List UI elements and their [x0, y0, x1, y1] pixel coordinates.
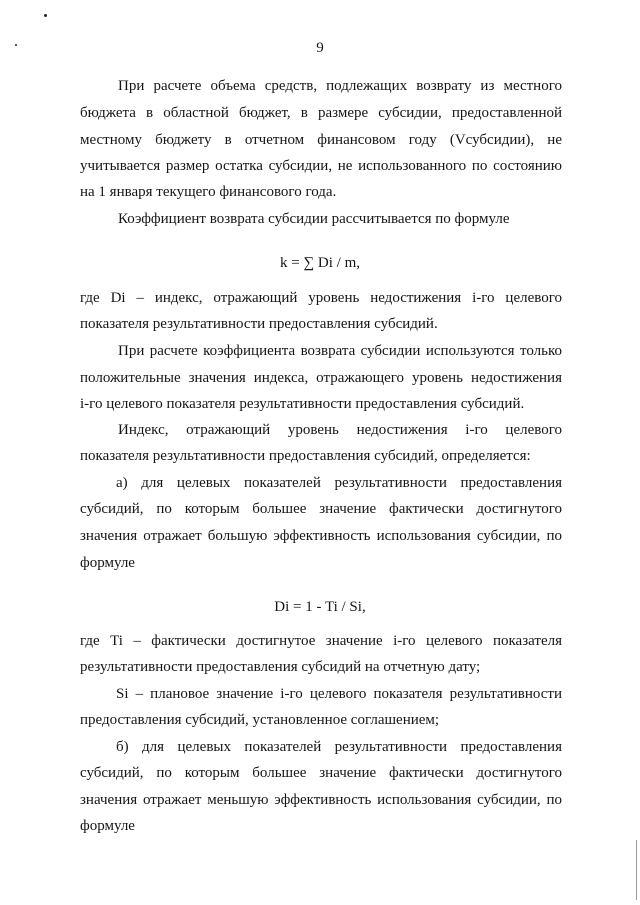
text-line: б) для целевых показателей результативности предоставления [116, 739, 562, 755]
text-line: При расчете коэффициента возврата субсидии используются только [118, 343, 562, 359]
text-line: местному бюджету в отчетном финансовом году (Vсубсидии), не [80, 132, 562, 148]
formula-index: Di = 1 - Ti / Si, [274, 599, 366, 615]
page-number: 9 [316, 40, 324, 56]
text-line: значения отражает большую эффективность использования субсидии, по [80, 528, 562, 544]
text-line: формуле [80, 818, 135, 834]
text-line: субсидий, по которым большее значение фактически достигнутого [80, 501, 562, 517]
text-line: Si – плановое значение i-го целевого показателя результативности [116, 686, 562, 702]
text-line: а) для целевых показателей результативности предоставления [116, 475, 562, 491]
text-line: Коэффициент возврата субсидии рассчитывается по формуле [118, 211, 510, 227]
text-line: показателя результативности предоставления субсидий, определяется: [80, 448, 531, 464]
text-line: на 1 января текущего финансового года. [80, 184, 337, 200]
text-line: Индекс, отражающий уровень недостижения i-го целевого [118, 422, 562, 438]
text-line: результативности предоставления субсидий на отчетную дату; [80, 659, 481, 675]
text-line: субсидий, по которым большее значение фактически достигнутого [80, 765, 562, 781]
text-line: показателя результативности предоставления субсидий. [80, 316, 438, 332]
text-line: предоставления субсидий, установленное соглашением; [80, 712, 440, 728]
text-line: i-го целевого показателя результативности предоставления субсидий. [80, 396, 525, 412]
text-line: где Ti – фактически достигнутое значение i-го целевого показателя [80, 633, 562, 649]
text-line: положительные значения индекса, отражающего уровень недостижения [80, 370, 562, 386]
text-line: бюджета в областной бюджет, в размере субсидии, предоставленной [80, 105, 562, 121]
scan-speck [44, 14, 47, 17]
text-line: значения отражает меньшую эффективность использования субсидии, по [80, 792, 562, 808]
text-line: учитывается размер остатка субсидии, не использованного по состоянию [80, 158, 562, 174]
text-line: где Di – индекс, отражающий уровень недостижения i-го целевого [80, 290, 562, 306]
text-line: При расчете объема средств, подлежащих возврату из местного [118, 78, 562, 94]
scan-edge-mark [636, 840, 637, 900]
formula-coefficient: k = ∑ Di / m, [280, 255, 360, 271]
text-line: формуле [80, 555, 135, 571]
